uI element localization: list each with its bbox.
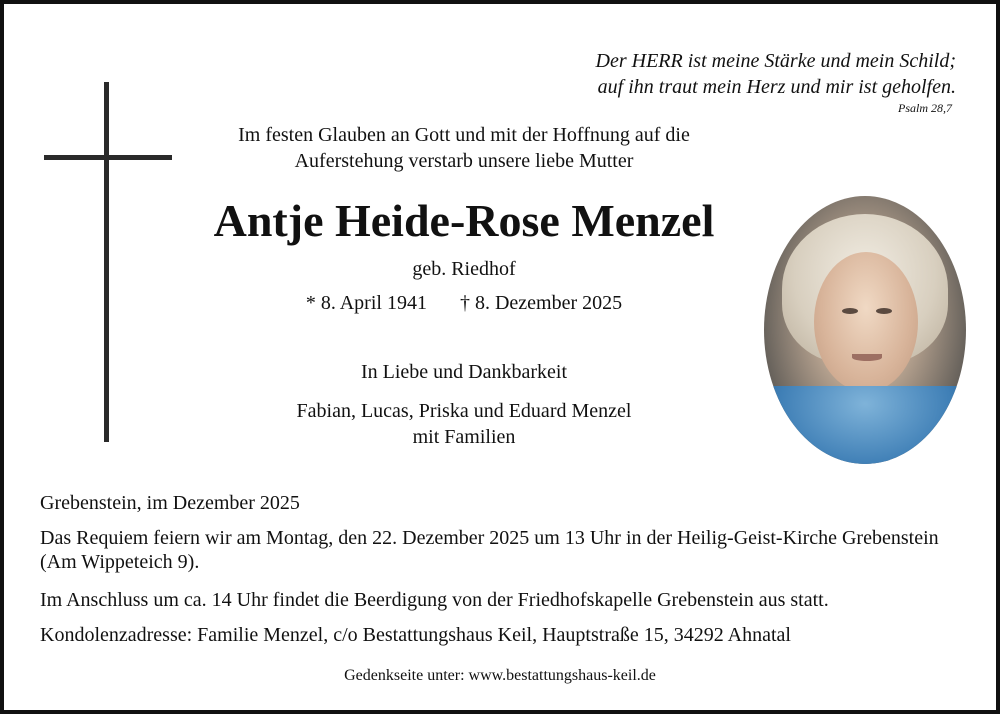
portrait-mouth (852, 354, 882, 361)
intro-text (184, 122, 744, 174)
portrait-face (814, 252, 918, 392)
mourners (184, 398, 744, 450)
intro-line-1: Im festen Glauben an Gott und mit der Hoffnung auf die (238, 124, 690, 146)
death-date: † 8. Dezember 2025 (459, 292, 623, 314)
requiem-info: Das Requiem feiern wir am Montag, den 22. Dezember 2025 um 13 Uhr in der Heilig-Geist-Kirche Grebenstein (Am Wippeteich 9). (40, 527, 939, 573)
psalm-line-1: Der HERR ist meine Stärke und mein Schild; (595, 50, 956, 72)
psalm-quote (596, 48, 956, 116)
memorial-page-link[interactable]: Gedenkseite unter: www.bestattungshaus-keil.de (344, 667, 656, 684)
cross-horizontal-bar (44, 155, 172, 160)
psalm-reference: Psalm 28,7 (898, 101, 952, 115)
portrait-photo (764, 196, 966, 464)
psalm-line-2: auf ihn traut mein Herz und mir ist geholfen. (597, 76, 956, 98)
deceased-name: Antje Heide-Rose Menzel (213, 195, 715, 246)
birth-name: geb. Riedhof (412, 258, 516, 280)
cross-vertical-bar (104, 82, 109, 442)
condolence-address: Kondolenzadresse: Familie Menzel, c/o Bestattungshaus Keil, Hauptstraße 15, 34292 Ahnatal (40, 624, 791, 646)
mourners-line-1: Fabian, Lucas, Priska und Eduard Menzel (296, 400, 632, 422)
intro-line-2: Auferstehung verstarb unsere liebe Mutter (294, 150, 634, 172)
portrait-eye-right (876, 308, 892, 314)
mourning-phrase: In Liebe und Dankbarkeit (360, 361, 568, 383)
portrait-eye-left (842, 308, 858, 314)
birth-date: * 8. April 1941 (305, 292, 427, 314)
portrait-scarf (764, 386, 966, 464)
life-dates (184, 290, 744, 316)
burial-info: Im Anschluss um ca. 14 Uhr findet die Beerdigung von der Friedhofskapelle Grebenstein aus statt. (40, 589, 829, 611)
place-date: Grebenstein, im Dezember 2025 (40, 492, 300, 514)
mourners-line-2: mit Familien (412, 426, 516, 448)
